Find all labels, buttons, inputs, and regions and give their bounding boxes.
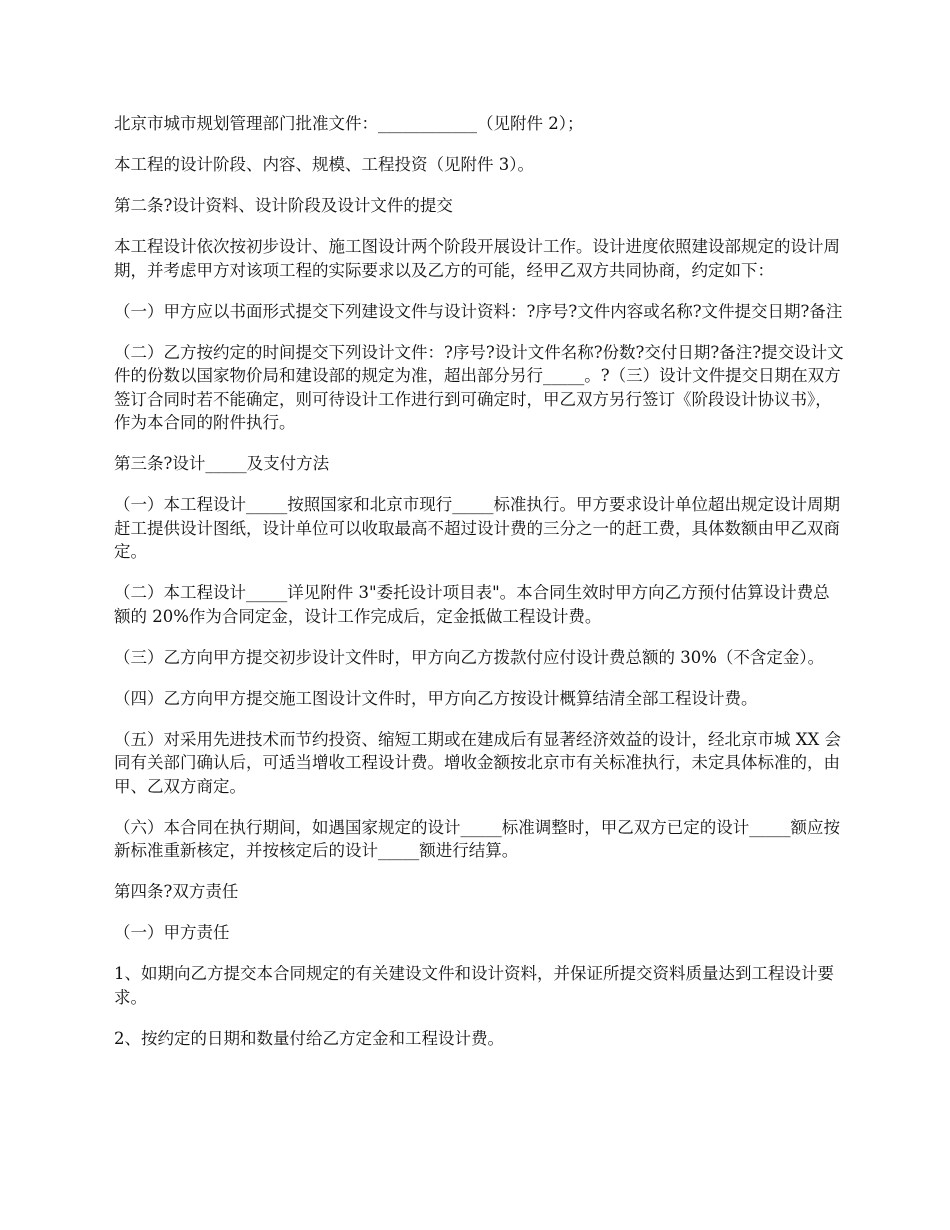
paragraph-duty-2: 2、按约定的日期和数量付给乙方定金和工程设计费。 [114, 1028, 504, 1048]
heading-article-4: 第四条?双方责任 [114, 882, 239, 901]
paragraph-final-payment: （四）乙方向甲方提交施工图设计文件时，甲方向乙方按设计概算结清全部工程设计费。 [114, 688, 758, 708]
paragraph-duty-1: 1、如期向乙方提交本合同规定的有关建设文件和设计资料，并保证所提交资料质量达到工程设计要求。 [114, 964, 834, 1007]
paragraph-fee-standard: （一）本工程设计_____按照国家和北京市现行_____标准执行。甲方要求设计单位超出规定设计周期赶工提供设计图纸，设计单位可以收取最高不超过设计费的三分之一的赶工费，具体数额由甲乙双商定。 [114, 495, 840, 561]
paragraph-deposit: （二）本工程设计_____详见附件 3"委托设计项目表"。本合同生效时甲方向乙方预付估算设计费总额的 20%作为合同定金，设计工作完成后，定金抵做工程设计费。 [114, 583, 830, 626]
paragraph-party-b-documents: （二）乙方按约定的时间提交下列设计文件：?序号?设计文件名称?份数?交付日期?备注?提交设计文件的份数以国家物价局和建设部的规定为准，超出部分另行_____。?（三）设计文件提交日期在双方签订合同时若不能确定，则可待设计工作进行到可确定时，甲乙双方另行签订《阶段设计协议书》，作为本合同的附件执行。 [114, 342, 844, 432]
heading-article-3: 第三条?设计_____及支付方法 [114, 454, 330, 473]
paragraph-extra-fee: （五）对采用先进技术而节约投资、缩短工期或在建成后有显著经济效益的设计，经北京市城 XX 会同有关部门确认后，可适当增收工程设计费。增收金额按北京市有关标准执行，未定具体标准的，由甲、乙双方商定。 [114, 729, 841, 796]
paragraph-design-stages: 本工程设计依次按初步设计、施工图设计两个阶段开展设计工作。设计进度依照建设部规定的设计周期，并考虑甲方对该项工程的实际要求以及乙方的可能，经甲乙双方共同协商，约定如下： [114, 237, 840, 280]
document-page [114, 112, 844, 1068]
heading-party-a-duties: （一）甲方责任 [114, 923, 230, 942]
paragraph-fee-adjustment: （六）本合同在执行期间，如遇国家规定的设计_____标准调整时，甲乙双方已定的设计_____额应按新标准重新核定，并按核定后的设计_____额进行结算。 [114, 817, 840, 860]
paragraph-party-a-materials: （一）甲方应以书面形式提交下列建设文件与设计资料：?序号?文件内容或名称?文件提交日期?备注 [114, 301, 843, 321]
heading-article-2: 第二条?设计资料、设计阶段及设计文件的提交 [114, 196, 453, 215]
paragraph-approval-document: 北京市城市规划管理部门批准文件：____________（见附件 2）； [114, 114, 584, 133]
paragraph-design-scope: 本工程的设计阶段、内容、规模、工程投资（见附件 3）。 [114, 155, 534, 174]
paragraph-preliminary-payment: （三）乙方向甲方提交初步设计文件时，甲方向乙方拨款付应付设计费总额的 30%（不含定金）。 [114, 647, 825, 667]
